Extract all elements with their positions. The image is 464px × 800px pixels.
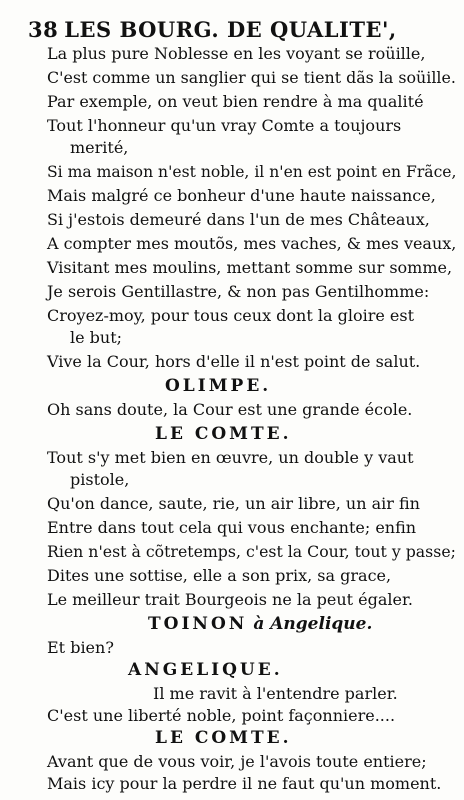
speaker-heading: OLIMPE. <box>165 376 272 396</box>
speaker-heading-with-stage-direction <box>148 614 372 634</box>
verse-line: Si ma maison n'est noble, il n'en est point en Frãce, <box>47 162 457 181</box>
verse-line: Dites une sottise, elle a son prix, sa grace, <box>47 566 392 585</box>
page-header <box>28 17 397 42</box>
running-title: LES BOURG. DE QUALITE', <box>64 17 397 42</box>
verse-line: La plus pure Noblesse en les voyant se roüille, <box>47 44 426 63</box>
verse-line: C'est une liberté noble, point façonniere.... <box>47 706 396 725</box>
verse-line: le but; <box>70 328 123 347</box>
speaker-heading: ANGELIQUE. <box>128 660 283 680</box>
verse-line: Qu'on dance, saute, rie, un air libre, un air fin <box>47 494 420 513</box>
verse-line: Avant que de vous voir, je l'avois toute entiere; <box>47 752 427 771</box>
verse-line: Je serois Gentillastre, & non pas Gentilhomme: <box>47 282 430 301</box>
verse-line: Tout l'honneur qu'un vray Comte a toujours <box>47 116 402 135</box>
verse-line: Par exemple, on veut bien rendre à ma qualité <box>47 92 424 111</box>
speaker-heading: LE COMTE. <box>155 424 292 444</box>
verse-line: Entre dans tout cela qui vous enchante; enfin <box>47 518 417 537</box>
verse-line: Et bien? <box>47 638 114 657</box>
speaker-name: TOINON <box>148 614 248 634</box>
verse-line: Il me ravit à l'entendre parler. <box>153 684 398 703</box>
verse-line: Si j'estois demeuré dans l'un de mes Châteaux, <box>47 210 430 229</box>
stage-direction: à Angelique. <box>253 614 373 634</box>
verse-line: Rien n'est à cõtretemps, c'est la Cour, tout y passe; <box>47 542 456 561</box>
verse-line: merité, <box>70 138 129 157</box>
verse-line: Le meilleur trait Bourgeois ne la peut égaler. <box>47 590 413 609</box>
speaker-heading: LE COMTE. <box>155 728 292 748</box>
verse-line: Oh sans doute, la Cour est une grande école. <box>47 400 413 419</box>
verse-line: pistole, <box>70 470 130 489</box>
verse-line: Vive la Cour, hors d'elle il n'est point de salut. <box>47 352 421 371</box>
verse-line: Tout s'y met bien en œuvre, un double y vaut <box>47 448 414 467</box>
verse-line: Visitant mes moulins, mettant somme sur somme, <box>47 258 453 277</box>
verse-line: Croyez-moy, pour tous ceux dont la gloire est <box>47 306 415 325</box>
verse-line: A compter mes moutõs, mes vaches, & mes veaux, <box>47 234 457 253</box>
verse-line: Mais malgré ce bonheur d'une haute naissance, <box>47 186 436 205</box>
verse-line: Mais icy pour la perdre il ne faut qu'un moment. <box>47 774 442 793</box>
page-number: 38 <box>28 17 59 42</box>
verse-line: C'est comme un sanglier qui se tient dãs la soüille. <box>47 68 456 87</box>
